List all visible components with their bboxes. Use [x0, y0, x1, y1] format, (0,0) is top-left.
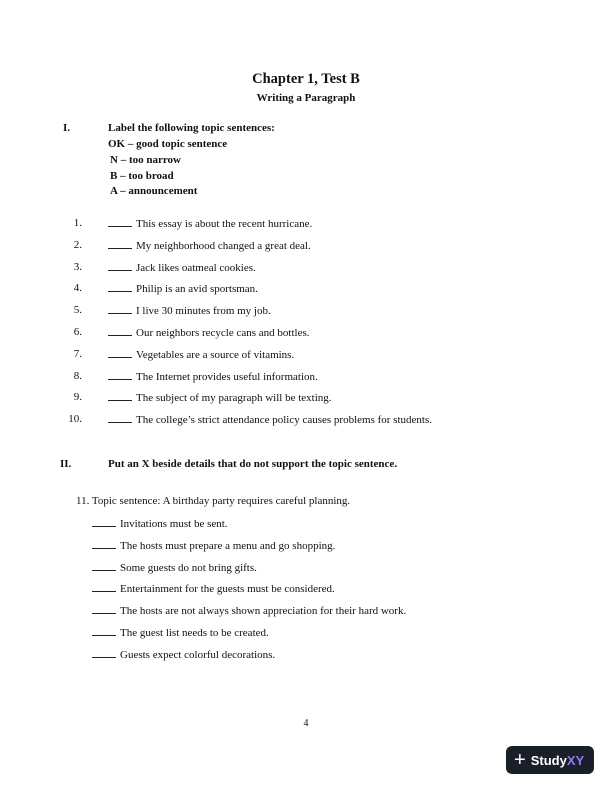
page-subtitle: Writing a Paragraph: [256, 92, 356, 104]
answer-blank[interactable]: [92, 626, 116, 636]
answer-blank[interactable]: [92, 561, 116, 571]
item-number: 1.: [73, 217, 82, 229]
topic-sentence-item: [108, 217, 312, 230]
detail-item: [92, 604, 406, 617]
answer-blank[interactable]: [92, 539, 116, 549]
detail-item: [92, 517, 228, 530]
answer-blank[interactable]: [92, 517, 116, 527]
topic-sentence-text: This essay is about the recent hurricane.: [136, 218, 313, 230]
brand-name: StudyXY: [530, 752, 585, 768]
answer-blank[interactable]: [108, 282, 132, 292]
detail-text: Entertainment for the guests must be considered.: [120, 583, 335, 595]
item-number: 7.: [73, 348, 82, 360]
answer-blank[interactable]: [108, 348, 132, 358]
page-title: Chapter 1, Test B: [252, 71, 360, 87]
page-number: 4: [303, 718, 309, 729]
legend-item: N – too narrow: [110, 154, 181, 166]
answer-blank[interactable]: [108, 370, 132, 380]
detail-item: [92, 582, 335, 595]
section-1-heading: Label the following topic sentences:: [108, 122, 275, 134]
answer-blank[interactable]: [108, 261, 132, 271]
legend-item: OK – good topic sentence: [108, 138, 228, 150]
topic-sentence-item: [108, 326, 310, 339]
topic-sentence-text: I live 30 minutes from my job.: [136, 305, 271, 317]
topic-sentence-item: [108, 261, 256, 274]
topic-sentence-item: [108, 413, 432, 426]
detail-text: The guest list needs to be created.: [120, 627, 269, 639]
item-number: 8.: [73, 370, 82, 382]
detail-text: Guests expect colorful decorations.: [120, 649, 276, 661]
answer-blank[interactable]: [108, 239, 132, 249]
answer-blank[interactable]: [108, 304, 132, 314]
section-1-numeral: I.: [63, 122, 71, 134]
studyxy-watermark: [506, 746, 594, 774]
topic-sentence-text: The Internet provides useful information.: [136, 371, 318, 383]
topic-sentence-text: Our neighbors recycle cans and bottles.: [136, 327, 310, 339]
detail-item: [92, 626, 269, 639]
topic-sentence-text: Jack likes oatmeal cookies.: [136, 262, 256, 274]
legend-item: A – announcement: [110, 185, 198, 197]
detail-item: [92, 561, 257, 574]
section-2-numeral: II.: [60, 458, 72, 470]
answer-blank[interactable]: [108, 217, 132, 227]
topic-sentence-item: [108, 282, 258, 295]
legend-item: B – too broad: [110, 170, 174, 182]
topic-sentence-text: Philip is an avid sportsman.: [136, 283, 258, 295]
answer-blank[interactable]: [108, 413, 132, 423]
topic-sentence-text: Vegetables are a source of vitamins.: [136, 349, 295, 361]
detail-text: The hosts are not always shown appreciation for their hard work.: [120, 605, 407, 617]
section-2-heading: Put an X beside details that do not support the topic sentence.: [108, 458, 398, 470]
topic-sentence-item: [108, 391, 332, 404]
item-number: 2.: [73, 239, 82, 251]
topic-sentence-text: My neighborhood changed a great deal.: [136, 240, 311, 252]
topic-sentence-item: [108, 239, 311, 252]
answer-blank[interactable]: [108, 326, 132, 336]
topic-sentence-item: [108, 348, 294, 361]
plus-icon: +: [514, 749, 526, 771]
question-11: 11. Topic sentence: A birthday party requires careful planning.: [76, 495, 351, 507]
answer-blank[interactable]: [108, 391, 132, 401]
topic-sentence-text: The college’s strict attendance policy causes problems for students.: [136, 414, 432, 426]
topic-sentence-item: [108, 304, 271, 317]
item-number: 3.: [73, 261, 82, 273]
item-number: 9.: [73, 391, 82, 403]
topic-sentence-text: The subject of my paragraph will be texting.: [136, 392, 332, 404]
detail-text: Some guests do not bring gifts.: [120, 562, 257, 574]
answer-blank[interactable]: [92, 582, 116, 592]
item-number: 6.: [73, 326, 82, 338]
item-number: 5.: [73, 304, 82, 316]
detail-text: Invitations must be sent.: [120, 518, 228, 530]
answer-blank[interactable]: [92, 604, 116, 614]
topic-sentence-item: [108, 370, 318, 383]
answer-blank[interactable]: [92, 648, 116, 658]
detail-item: [92, 648, 275, 661]
detail-item: [92, 539, 335, 552]
item-number: 10.: [68, 413, 82, 425]
item-number: 4.: [73, 282, 82, 294]
detail-text: The hosts must prepare a menu and go shopping.: [120, 540, 336, 552]
